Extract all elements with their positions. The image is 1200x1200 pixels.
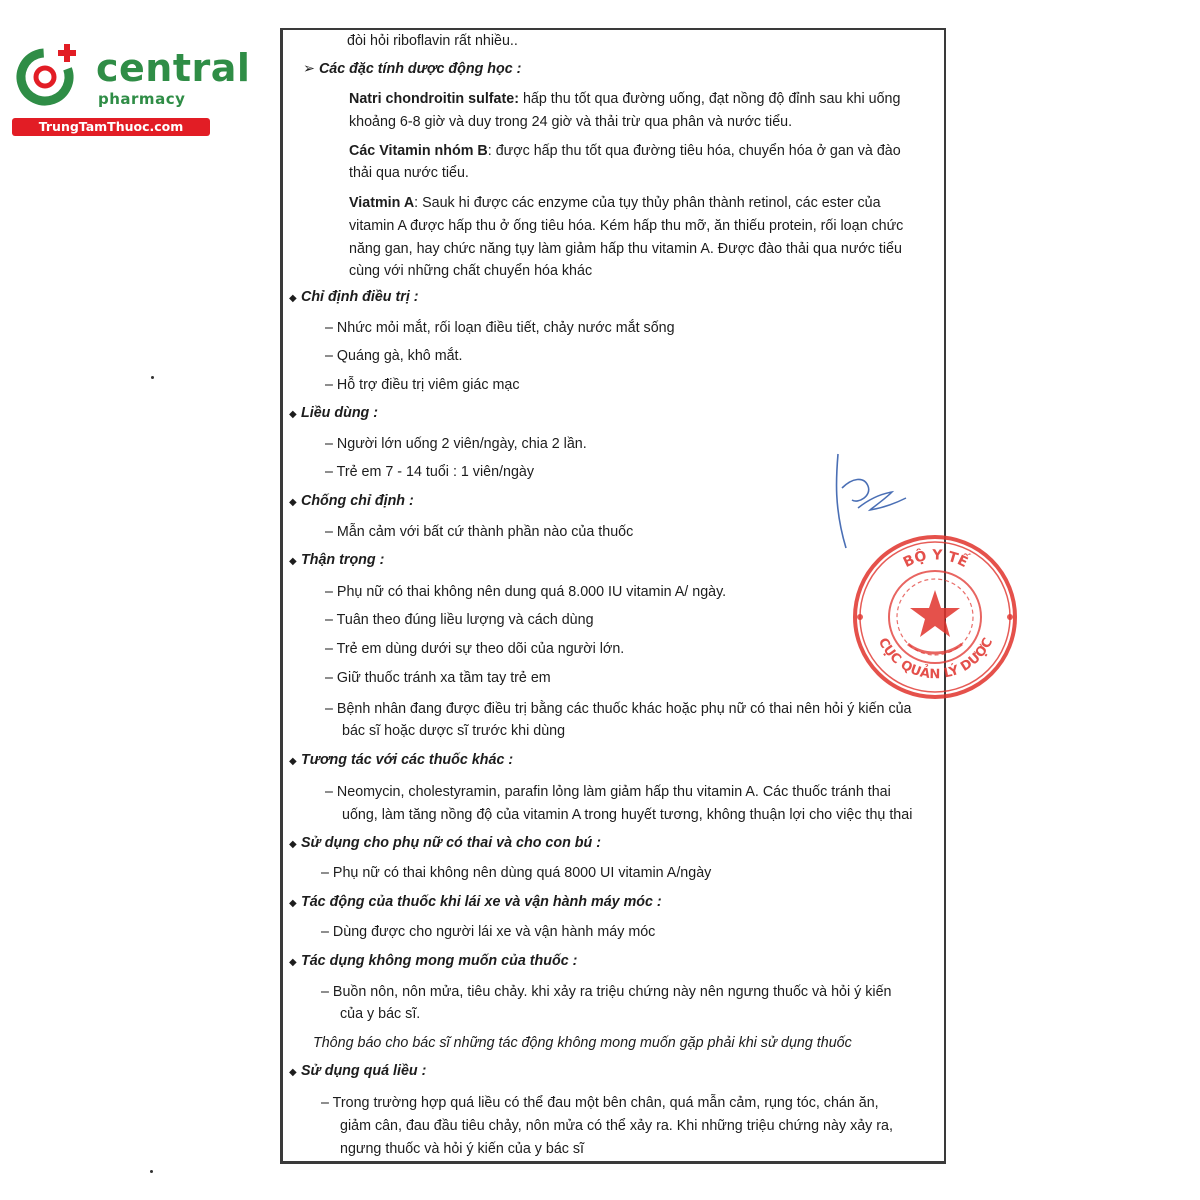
term: Các Vitamin nhóm B [349,143,488,159]
list-item: – Mẫn cảm với bất cứ thành phần nào của thuốc [325,524,634,540]
bullet-icon: ◆ [289,293,297,304]
heading-text: Sử dụng quá liều : [301,1063,427,1079]
section-heading-indications [289,286,419,311]
bullet-icon: ◆ [289,1067,297,1078]
brand-url: TrungTamThuoc.com [12,118,210,136]
section-heading-dosage [289,402,378,427]
term: Natri chondroitin sulfate: [349,91,519,107]
term: Viatmin A [349,195,415,211]
bullet-icon: ◆ [289,756,297,767]
list-item: – Trong trường hợp quá liều có thể đau một bên chân, quá mẫn cảm, rụng tóc, chán ăn, [321,1095,879,1111]
section-heading-driving [289,891,662,916]
section-heading-interactions [289,749,513,774]
list-item: – Bệnh nhân đang được điều trị bằng các thuốc khác hoặc phụ nữ có thai nên hỏi ý kiến của [325,701,912,717]
text-span: hấp thu tốt qua đường uống, đạt nồng độ đỉnh sau khi uống [518,91,901,107]
section-heading-overdose [289,1060,426,1085]
svg-text:BỘ Y TẾ [901,546,972,571]
scan-speck [150,1170,153,1173]
note-text: Thông báo cho bác sĩ những tác động không mong muốn gặp phải khi sử dụng thuốc [313,1035,852,1051]
list-item-continuation: giảm cân, đau đầu tiêu chảy, nôn mửa có thể xảy ra. Khi những triệu chứng này xảy ra, [340,1118,893,1134]
text-line [349,192,881,215]
list-item: – Trẻ em 7 - 14 tuổi : 1 viên/ngày [325,464,535,480]
section-heading-precautions [289,549,384,574]
list-item: – Trẻ em dùng dưới sự theo dõi của người lớn. [325,641,625,657]
list-item: – Neomycin, cholestyramin, parafin lỏng làm giảm hấp thu vitamin A. Các thuốc tránh thai [325,784,891,800]
brand-logo [10,38,251,138]
text-span: : được hấp thu tốt qua đường tiêu hóa, chuyển hóa ở gan và đào [487,143,901,159]
text-line: thải qua nước tiểu. [349,165,469,181]
bullet-icon: ◆ [289,839,297,850]
bullet-icon: ◆ [289,409,297,420]
text-line: đòi hỏi riboflavin rất nhiều.. [347,33,518,49]
stamp-bottom-text: CỤC QUẢN LÝ DƯỢC [874,635,997,683]
list-item: – Nhức mỏi mắt, rối loạn điều tiết, chảy nước mắt sống [325,320,675,336]
list-item-continuation: bác sĩ hoặc dược sĩ trước khi dùng [342,723,566,739]
brand-subtitle: pharmacy [98,90,186,108]
list-item: – Giữ thuốc tránh xa tầm tay trẻ em [325,670,551,686]
bullet-icon: ◆ [289,957,297,968]
bullet-icon: ◆ [289,497,297,508]
heading-text: Sử dụng cho phụ nữ có thai và cho con bú : [301,835,601,851]
text-line [349,88,900,111]
stamp-emblem-icon [848,532,1023,702]
list-item: – Hỗ trợ điều trị viêm giác mạc [325,377,520,393]
section-heading-contraindications [289,490,414,515]
list-item-continuation: uống, làm tăng nồng độ của vitamin A trong huyết tương, không thuận lợi cho việc thụ thai [342,807,913,823]
text-line: cùng với những chất chuyển hóa khác [349,263,593,279]
svg-text:CỤC QUẢN LÝ DƯỢC [875,636,996,683]
bullet-icon: ◆ [289,556,297,567]
text-line: khoảng 6-8 giờ và duy trong 24 giờ và thải trừ qua phân và nước tiểu. [349,114,793,130]
section-heading-adverse-effects [289,950,577,975]
list-item: – Phụ nữ có thai không nên dung quá 8.000 IU vitamin A/ ngày. [325,584,727,600]
bullet-icon: ◆ [289,898,297,909]
list-item-continuation: của y bác sĩ. [340,1006,421,1022]
text-line: năng gan, hay chức năng tụy làm giảm hấp thu vitamin A. Được đào thải qua nước tiểu [349,241,902,257]
list-item: – Dùng được cho người lái xe và vận hành máy móc [321,924,656,940]
list-item-continuation: ngưng thuốc và hỏi ý kiến của y bác sĩ [340,1141,585,1157]
list-item: – Phụ nữ có thai không nên dùng quá 8000 UI vitamin A/ngày [321,865,712,881]
list-item: – Người lớn uống 2 viên/ngày, chia 2 lần. [325,436,587,452]
text-span: : Sauk hi được các enzyme của tụy thủy phân thành retinol, các ester của [414,195,881,211]
heading-text: Chống chỉ định : [301,493,414,509]
scan-speck [151,376,154,379]
heading-text: Chỉ định điều trị : [301,289,419,305]
heading-text: Tương tác với các thuốc khác : [301,752,514,768]
text-line: vitamin A được hấp thu ở ống tiêu hóa. Kém hấp thu mỡ, ăn thiếu protein, rối loạn chức [349,218,904,234]
heading-text: Tác dụng không mong muốn của thuốc : [301,953,578,969]
heading-text: Liều dùng : [301,405,379,421]
list-item: – Quáng gà, khô mắt. [325,348,463,364]
brand-name: central [96,46,251,90]
logo-mark-icon [12,40,82,110]
list-item: – Tuân theo đúng liều lượng và cách dùng [325,612,594,628]
section-heading-pregnancy [289,832,601,857]
section-heading-pharmacokinetics: ➢ Các đặc tính dược động học : [303,61,522,77]
stamp-top-text: BỘ Y TẾ [900,547,971,571]
heading-text: Thận trọng : [301,552,385,568]
list-item: – Buồn nôn, nôn mửa, tiêu chảy. khi xảy ra triệu chứng này nên ngưng thuốc và hỏi ý kiến [321,984,892,1000]
text-line [349,140,901,163]
heading-text: Tác động của thuốc khi lái xe và vận hành máy móc : [301,894,662,910]
